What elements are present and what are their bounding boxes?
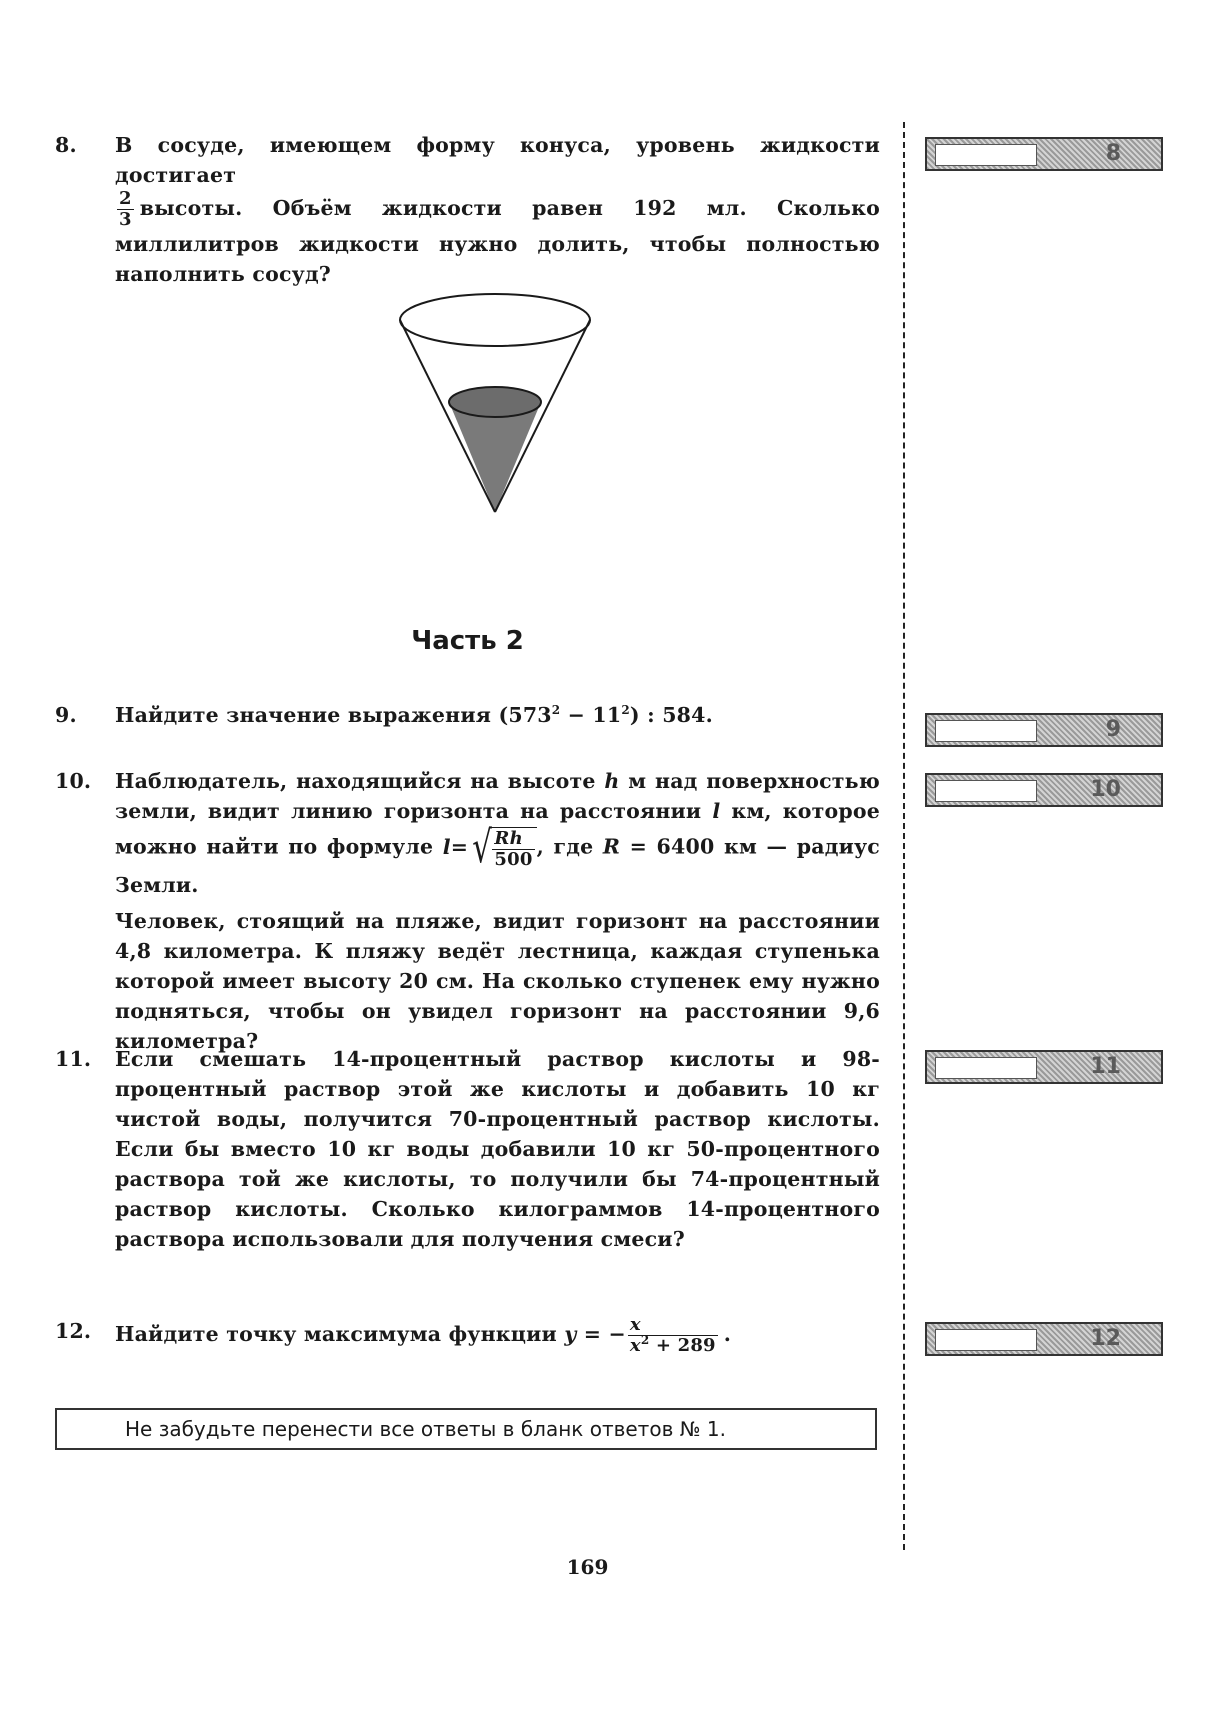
question-text-part: высоты. Объём жидкости равен 192 мл. Сколько миллилитров жидкости нужно долить, чтобы полностью наполнить сосуд? — [115, 196, 880, 286]
cone-liquid-surface — [449, 387, 541, 417]
answer-box-8[interactable] — [925, 137, 1163, 171]
question-12 — [55, 1316, 880, 1355]
answer-box-number: 10 — [1090, 777, 1121, 802]
question-text-part: В сосуде, имеющем форму конуса, уровень жидкости достигает — [115, 133, 880, 187]
question-10 — [55, 766, 880, 1056]
answer-field[interactable] — [935, 720, 1037, 742]
fraction-two-thirds: $\frac{2}{3}$ — [119, 188, 132, 230]
cone-top-rim — [400, 294, 590, 346]
answer-box-number: 9 — [1105, 717, 1121, 742]
cut-line — [903, 122, 905, 1550]
question-text — [115, 130, 880, 289]
question-number: 11. — [55, 1047, 92, 1071]
answer-field[interactable] — [935, 1329, 1037, 1351]
answer-field[interactable] — [935, 780, 1037, 802]
cone-liquid — [449, 402, 541, 512]
answer-box-11[interactable] — [925, 1050, 1163, 1084]
question-number: 9. — [55, 703, 77, 727]
page-number: 169 — [566, 1555, 609, 1579]
question-number: 12. — [55, 1319, 92, 1343]
answer-field[interactable] — [935, 144, 1037, 166]
expression: $(573^2 - 11^2)$ : 584. — [498, 703, 713, 727]
question-text: Найдите точку максимума функции y = − $\frac{x}{x^2 + 289}$ . — [115, 1314, 732, 1356]
question-number: 10. — [55, 769, 92, 793]
answer-box-9[interactable] — [925, 713, 1163, 747]
notice-box: Не забудьте перенести все ответы в бланк ответов № 1. — [55, 1408, 877, 1450]
cone-figure — [385, 280, 605, 520]
answer-box-number: 12 — [1090, 1326, 1121, 1351]
answer-field[interactable] — [935, 1057, 1037, 1079]
question-paragraph: Человек, стоящий на пляже, видит горизонт на расстоянии 4,8 километра. К пляжу ведёт лестница, каждая ступенька которой имеет высоту 20 см. На сколько ступенек ему нужно подняться, чтобы он увидел горизонт на расстоянии 9,6 километра? — [115, 909, 880, 1053]
answer-box-12[interactable] — [925, 1322, 1163, 1356]
formula-horizon: l=√ $\frac{Rh}{500}$ — [443, 835, 537, 859]
question-number: 8. — [55, 133, 77, 157]
question-text: Наблюдатель, находящийся на высоте h м над поверхностью земли, видит линию горизонта на расстоянии l км, которое можно найти по формуле l=√ $\frac{Rh}{500}$ , где R = 6400 км — радиус Земли. Человек, стоящий на пляже, видит горизонт на расстоянии 4,8 километра. К пляжу ведёт лестница, каждая ступенька которой имеет высоту 20 см. На сколько ступенек ему нужно подняться, чтобы он увидел горизонт на расстоянии 9,6 километра? — [115, 766, 880, 1056]
answer-box-number: 8 — [1105, 141, 1121, 166]
question-8 — [55, 130, 880, 289]
answer-box-10[interactable] — [925, 773, 1163, 807]
question-9 — [55, 700, 880, 730]
formula-function: y = − $\frac{x}{x^2 + 289}$ . — [564, 1314, 732, 1356]
question-text: Если смешать 14-процентный раствор кислоты и 98-процентный раствор этой же кислоты и добавить 10 кг чистой воды, получится 70-процентный раствор кислоты. Если бы вместо 10 кг воды добавили 10 кг 50-процентного раствора той же кислоты, то получили бы 74-процентный раствор кислоты. Сколько килограммов 14-процентного раствора использовали для получения смеси? — [115, 1047, 880, 1251]
question-text: Найдите значение выражения $(573^2 - 11^2)$ : 584. — [115, 703, 713, 727]
part-title: Часть 2 — [411, 626, 524, 656]
answer-box-number: 11 — [1090, 1054, 1121, 1079]
question-11 — [55, 1044, 880, 1254]
